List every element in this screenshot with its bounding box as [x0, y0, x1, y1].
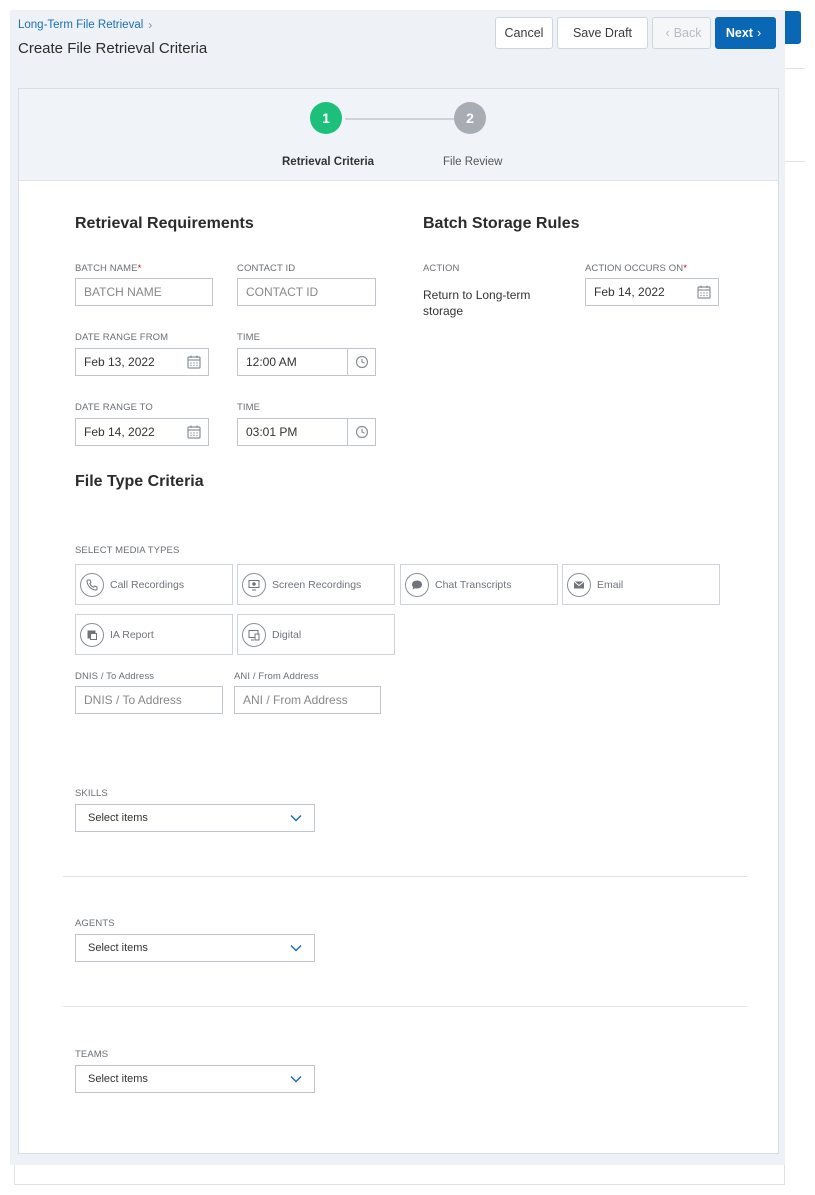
- batch-name-label-text: BATCH NAME: [75, 263, 138, 274]
- phone-icon: [80, 573, 104, 597]
- batch-storage-rules-title: Batch Storage Rules: [423, 215, 580, 232]
- agents-label: AGENTS: [75, 918, 115, 929]
- date-range-to-label: DATE RANGE TO: [75, 402, 153, 413]
- media-tile-email[interactable]: [562, 564, 720, 605]
- cancel-button[interactable]: [495, 17, 553, 49]
- media-tile-label: Email: [597, 578, 624, 591]
- stepper: [19, 89, 778, 181]
- chevron-down-icon: [290, 1075, 302, 1083]
- time-from-value: 12:00 AM: [246, 355, 297, 369]
- date-range-from-input[interactable]: [75, 348, 209, 376]
- next-label: Next: [725, 26, 753, 40]
- email-icon: [567, 573, 591, 597]
- media-tile-chat-transcripts[interactable]: [400, 564, 558, 605]
- file-type-criteria-title: File Type Criteria: [75, 473, 204, 490]
- action-occurs-on-label-text: ACTION OCCURS ON: [585, 263, 684, 274]
- step-connector: [345, 118, 471, 120]
- media-tile-label: Screen Recordings: [272, 578, 362, 591]
- save-draft-button[interactable]: [557, 17, 648, 49]
- action-occurs-on-value: Feb 14, 2022: [594, 285, 665, 299]
- teams-label: TEAMS: [75, 1049, 109, 1060]
- section-divider: [63, 1006, 747, 1007]
- breadcrumb-link[interactable]: Long-Term File Retrieval: [18, 19, 144, 31]
- media-tile-ia-report[interactable]: [75, 614, 233, 655]
- media-tile-call-recordings[interactable]: [75, 564, 233, 605]
- background-panel-bottom: [14, 1165, 785, 1185]
- background-panel-edge: [785, 11, 801, 44]
- contact-id-label: CONTACT ID: [237, 263, 296, 274]
- media-tile-digital[interactable]: [237, 614, 395, 655]
- chevron-left-icon: ‹: [665, 26, 670, 40]
- media-tile-label: Call Recordings: [110, 578, 185, 591]
- report-icon: [80, 623, 104, 647]
- select-media-types-label: SELECT MEDIA TYPES: [75, 545, 180, 556]
- calendar-icon[interactable]: [186, 354, 202, 370]
- step-2-label: File Review: [443, 156, 503, 168]
- breadcrumb: [18, 18, 152, 32]
- calendar-icon[interactable]: [186, 424, 202, 440]
- action-value: Return to Long-term storage: [423, 288, 531, 318]
- contact-id-input[interactable]: CONTACT ID: [237, 278, 376, 306]
- monitor-icon: [242, 573, 266, 597]
- dnis-input[interactable]: DNIS / To Address: [75, 686, 223, 714]
- agents-select-value: Select items: [88, 942, 148, 954]
- teams-select[interactable]: [75, 1065, 315, 1093]
- time-from-picker-button[interactable]: [347, 349, 375, 375]
- batch-name-label: [75, 263, 141, 274]
- action-label: ACTION: [423, 263, 460, 274]
- page-title: Create File Retrieval Criteria: [18, 40, 208, 57]
- cancel-label: Cancel: [504, 26, 544, 40]
- time-to-input[interactable]: [237, 418, 376, 446]
- background-panel: [785, 68, 805, 162]
- step-1-label: Retrieval Criteria: [282, 156, 375, 168]
- section-divider: [63, 876, 747, 877]
- media-tile-label: IA Report: [110, 628, 154, 641]
- step-1-indicator[interactable]: 1: [310, 102, 342, 134]
- action-occurs-on-input[interactable]: [585, 278, 719, 306]
- step-2-indicator[interactable]: 2: [454, 102, 486, 134]
- time-to-label: TIME: [237, 402, 261, 413]
- skills-select-value: Select items: [88, 812, 148, 824]
- teams-select-value: Select items: [88, 1073, 148, 1085]
- required-marker: *: [683, 263, 687, 274]
- time-to-picker-button[interactable]: [347, 419, 375, 445]
- media-tile-label: Digital: [272, 628, 302, 641]
- chevron-down-icon: [290, 814, 302, 822]
- calendar-icon[interactable]: [696, 284, 712, 300]
- media-tile-screen-recordings[interactable]: [237, 564, 395, 605]
- time-from-input[interactable]: [237, 348, 376, 376]
- date-range-to-input[interactable]: [75, 418, 209, 446]
- clock-icon: [355, 355, 369, 369]
- skills-label: SKILLS: [75, 788, 108, 799]
- wizard-card: [18, 88, 779, 1154]
- date-range-from-label: DATE RANGE FROM: [75, 332, 169, 343]
- chevron-right-icon: ›: [756, 26, 762, 40]
- time-from-label: TIME: [237, 332, 261, 343]
- chevron-right-icon: ›: [148, 18, 153, 32]
- next-button[interactable]: [715, 17, 776, 49]
- save-draft-label: Save Draft: [572, 26, 633, 40]
- media-tile-label: Chat Transcripts: [435, 578, 512, 591]
- back-button[interactable]: [652, 17, 711, 49]
- batch-name-input[interactable]: BATCH NAME: [75, 278, 213, 306]
- ani-input[interactable]: ANI / From Address: [234, 686, 381, 714]
- date-range-from-value: Feb 13, 2022: [84, 355, 155, 369]
- digital-icon: [242, 623, 266, 647]
- date-range-to-value: Feb 14, 2022: [84, 425, 155, 439]
- required-marker: *: [137, 263, 142, 274]
- time-to-value: 03:01 PM: [246, 425, 298, 439]
- action-occurs-on-label: [585, 263, 687, 274]
- back-label: Back: [673, 26, 702, 40]
- retrieval-requirements-title: Retrieval Requirements: [75, 215, 254, 232]
- ani-label: ANI / From Address: [234, 671, 319, 682]
- dnis-label: DNIS / To Address: [75, 671, 155, 682]
- chat-icon: [405, 573, 429, 597]
- agents-select[interactable]: [75, 934, 315, 962]
- chevron-down-icon: [290, 944, 302, 952]
- clock-icon: [355, 425, 369, 439]
- skills-select[interactable]: [75, 804, 315, 832]
